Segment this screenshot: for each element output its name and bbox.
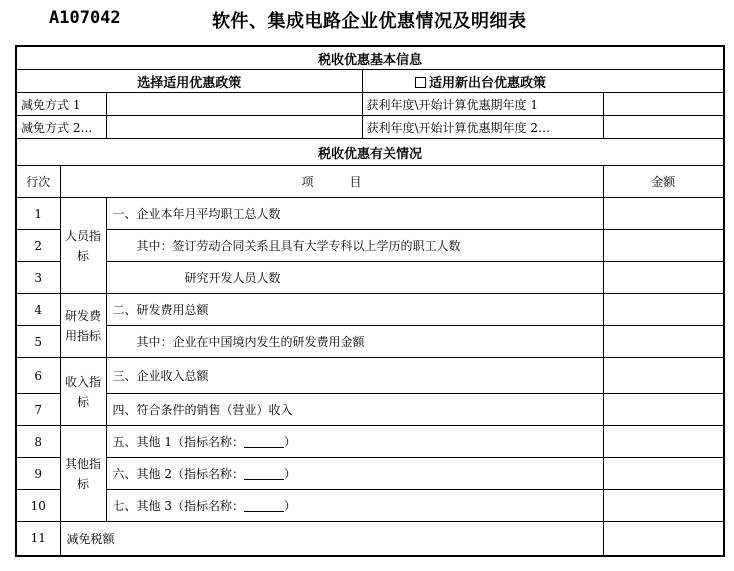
indicator-name-blank[interactable]	[244, 468, 284, 480]
category-rd: 研发费用指标	[60, 294, 106, 358]
amount-cell[interactable]	[603, 358, 724, 394]
amount-cell[interactable]	[603, 230, 724, 262]
basic-info-header: 税收优惠基本信息	[16, 46, 724, 70]
option-new[interactable]	[415, 76, 546, 91]
form-title: 软件、集成电路企业优惠情况及明细表	[212, 11, 527, 32]
amount-cell[interactable]	[603, 294, 724, 326]
year2-label: 获利年度\开始计算优惠期年度 2…	[362, 116, 603, 139]
method2-value[interactable]	[106, 116, 362, 139]
amount-cell[interactable]	[603, 458, 724, 490]
method2-label: 减免方式 2…	[16, 116, 106, 139]
amount-cell[interactable]	[603, 426, 724, 458]
indicator-name-blank[interactable]	[244, 500, 284, 512]
row-label: 其中：签订劳动合同关系且具有大学专科以上学历的职工人数	[106, 230, 603, 262]
form-code: A107042	[49, 8, 121, 28]
row-label-other3	[106, 490, 603, 522]
col-row-header: 行次	[16, 166, 60, 198]
method1-label: 减免方式 1	[16, 93, 106, 116]
amount-cell[interactable]	[603, 490, 724, 522]
amount-cell[interactable]	[603, 394, 724, 426]
details-header: 税收优惠有关情况	[16, 139, 724, 166]
year1-label: 获利年度\开始计算优惠期年度 1	[362, 93, 603, 116]
indicator-name-blank[interactable]	[244, 436, 284, 448]
policy-label: 选择适用优惠政策	[16, 70, 362, 93]
preferential-details-table	[15, 45, 725, 557]
category-income: 收入指标	[60, 358, 106, 426]
row-number: 2	[16, 230, 60, 262]
policy-options	[362, 70, 724, 93]
row-label-suffix: ）	[283, 499, 296, 513]
row-label: 研究开发人员人数	[106, 262, 603, 294]
year1-value[interactable]	[603, 93, 724, 116]
amount-cell[interactable]	[603, 262, 724, 294]
checkbox-icon[interactable]	[415, 77, 426, 88]
row-number: 9	[16, 458, 60, 490]
row-label: 一、企业本年月平均职工总人数	[106, 198, 603, 230]
amount-cell[interactable]	[603, 522, 724, 556]
option-new-label: 适用新出台优惠政策	[429, 75, 547, 91]
amount-cell[interactable]	[603, 198, 724, 230]
row-label-text: 五、其他 1（指标名称：	[112, 435, 244, 449]
row-label: 三、企业收入总额	[106, 358, 603, 394]
year2-value[interactable]	[603, 116, 724, 139]
row-label: 减免税额	[60, 522, 603, 556]
amount-cell[interactable]	[603, 326, 724, 358]
row-number: 3	[16, 262, 60, 294]
row-label-text: 七、其他 3（指标名称：	[112, 499, 244, 513]
row-label-text: 六、其他 2（指标名称：	[112, 467, 244, 481]
row-label-other1	[106, 426, 603, 458]
row-number: 11	[16, 522, 60, 556]
row-number: 6	[16, 358, 60, 394]
row-number: 7	[16, 394, 60, 426]
row-number: 1	[16, 198, 60, 230]
row-number: 4	[16, 294, 60, 326]
row-label: 二、研发费用总额	[106, 294, 603, 326]
col-amount-header: 金额	[603, 166, 724, 198]
category-personnel: 人员指标	[60, 198, 106, 294]
row-number: 8	[16, 426, 60, 458]
row-number: 10	[16, 490, 60, 522]
row-label-other2	[106, 458, 603, 490]
col-item-header: 项 目	[60, 166, 603, 198]
row-label: 其中：企业在中国境内发生的研发费用金额	[106, 326, 603, 358]
row-label-suffix: ）	[283, 435, 296, 449]
method1-value[interactable]	[106, 93, 362, 116]
row-label-suffix: ）	[283, 467, 296, 481]
row-label: 四、符合条件的销售（营业）收入	[106, 394, 603, 426]
row-number: 5	[16, 326, 60, 358]
category-other: 其他指标	[60, 426, 106, 522]
